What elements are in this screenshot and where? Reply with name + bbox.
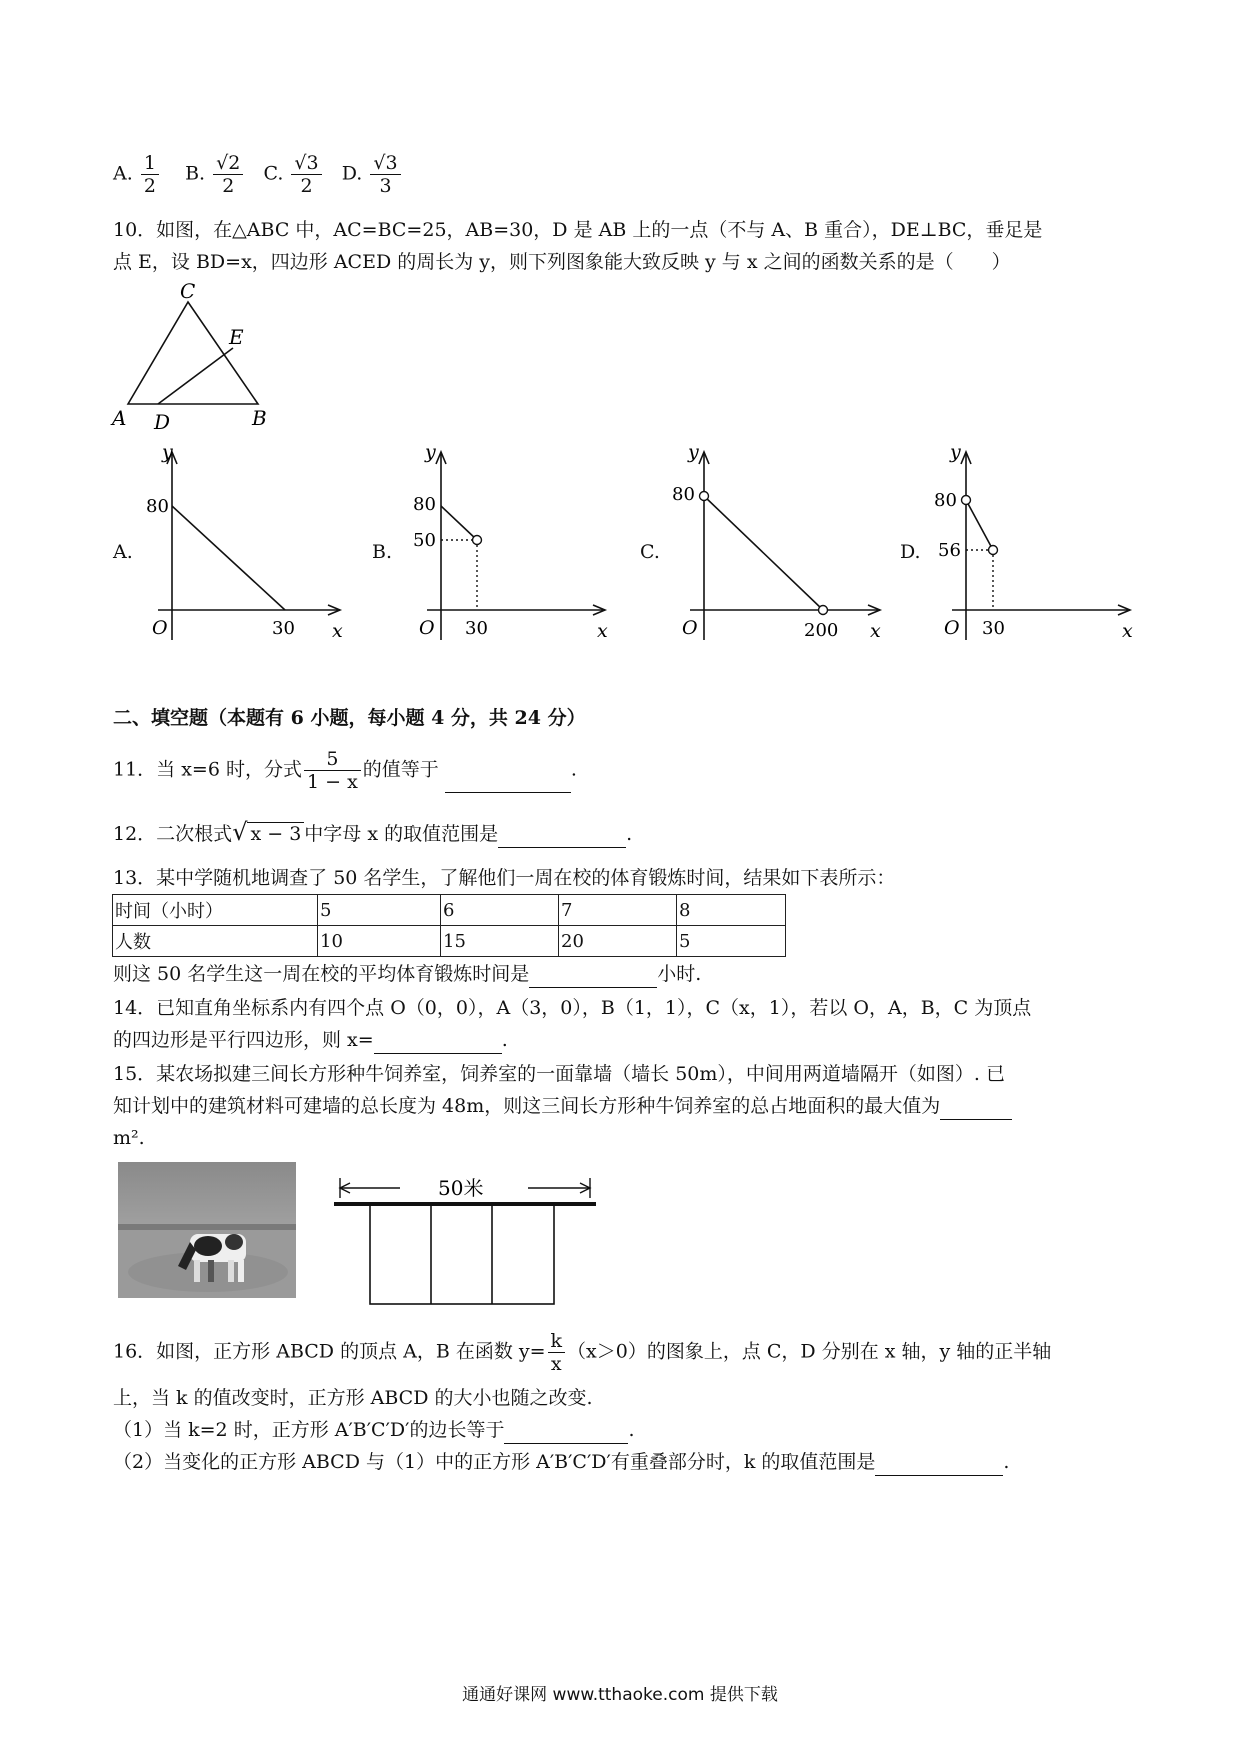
q13-after xyxy=(113,960,701,988)
q9-option-b-fraction: $\frac{√2}{2}$ xyxy=(213,152,243,197)
table-row xyxy=(113,926,786,957)
q12-radicand: x − 3 xyxy=(247,822,304,845)
triangle-label-b: B xyxy=(252,406,267,430)
q14-line1: 14．已知直角坐标系内有四个点 O（0，0），A（3，0），B（1，1），C（x，1），若以 O，A，B，C 为顶点 xyxy=(113,997,1032,1019)
graph-d-y-label: y xyxy=(950,441,961,463)
table-cell: 6 xyxy=(441,895,559,926)
graph-b-y-tick-top: 80 xyxy=(413,494,436,515)
graph-b-y-tick: 50 xyxy=(413,530,436,551)
table-cell: 5 xyxy=(677,926,786,957)
q15-answer-blank[interactable] xyxy=(940,1099,1012,1120)
q11-suffix: 的值等于 xyxy=(362,758,439,781)
q11-end: . xyxy=(570,758,577,781)
q16-sub1-text: （1）当 k=2 时，正方形 A′B′C′D′的边长等于 xyxy=(113,1419,505,1441)
q14-line2-text: 的四边形是平行四边形，则 x= xyxy=(113,1029,374,1051)
q16-sub2 xyxy=(113,1448,1009,1476)
q16-sub1-end: . xyxy=(628,1419,635,1441)
graph-c-x-tick: 200 xyxy=(804,620,839,641)
q9-option-d-fraction: $\frac{√3}{3}$ xyxy=(370,152,400,197)
cow-photo xyxy=(118,1162,296,1298)
triangle-figure xyxy=(108,282,278,432)
graph-a-y-tick: 80 xyxy=(146,496,169,517)
triangle-label-d: D xyxy=(154,410,171,432)
graph-d-origin: O xyxy=(944,617,960,639)
q9-options xyxy=(113,152,403,197)
triangle-label-e: E xyxy=(229,325,244,349)
q11 xyxy=(113,748,577,793)
q12-suffix: 中字母 x 的取值范围是 xyxy=(304,823,499,845)
graph-a-option-label: A. xyxy=(113,541,133,563)
q16-sub1-answer-blank[interactable] xyxy=(504,1423,628,1444)
q16-line1-prefix: 16．如图，正方形 ABCD 的顶点 A，B 在函数 y= xyxy=(113,1340,546,1363)
q9-option-b-label: B. xyxy=(185,162,206,185)
q16-sub2-text: （2）当变化的正方形 ABCD 与（1）中的正方形 A′B′C′D′有重叠部分时，k 的取值范围是 xyxy=(113,1451,876,1473)
q10-line2: 点 E，设 BD=x，四边形 ACED 的周长为 y，则下列图象能大致反映 y 与 x 之间的函数关系的是（ ） xyxy=(113,251,1011,273)
graph-b xyxy=(405,440,615,650)
q15-line2 xyxy=(113,1092,1012,1120)
table-cell: 7 xyxy=(559,895,677,926)
q13-table xyxy=(112,894,786,957)
graph-d-x-tick: 30 xyxy=(982,618,1005,639)
graph-c xyxy=(668,440,888,650)
q16-fraction: $\frac{k}{x}$ xyxy=(548,1330,566,1375)
q12 xyxy=(113,818,632,848)
graph-b-origin: O xyxy=(419,617,435,639)
q13-intro: 13．某中学随机地调查了 50 名学生，了解他们一周在校的体育锻炼时间，结果如下表所示： xyxy=(113,867,896,889)
graph-b-x-tick: 30 xyxy=(465,618,488,639)
q12-answer-blank[interactable] xyxy=(498,827,626,848)
graph-d-x-label: x xyxy=(1122,620,1133,642)
q15-line3: m². xyxy=(113,1127,145,1149)
graph-c-origin: O xyxy=(682,617,698,639)
section-2-title: 二、填空题（本题有 6 小题，每小题 4 分，共 24 分） xyxy=(113,707,586,729)
table-cell: 5 xyxy=(318,895,441,926)
q9-option-c-fraction: $\frac{√3}{2}$ xyxy=(291,152,321,197)
q16-sub2-answer-blank[interactable] xyxy=(875,1455,1003,1476)
triangle-label-c: C xyxy=(180,282,196,303)
graph-a xyxy=(140,440,350,650)
q11-answer-blank[interactable] xyxy=(445,772,571,793)
graph-a-origin: O xyxy=(152,617,168,639)
q11-fraction: $\frac{5}{1 - x}$ xyxy=(304,748,361,793)
q16-line1-suffix: （x＞0）的图象上，点 C，D 分别在 x 轴，y 轴的正半轴 xyxy=(567,1340,1052,1363)
q12-end: . xyxy=(626,823,633,845)
q16-line1 xyxy=(113,1330,1051,1375)
q15-line1: 15．某农场拟建三间长方形种牛饲养室，饲养室的一面靠墙（墙长 50m），中间用两道墙隔开（如图）. 已 xyxy=(113,1063,1005,1085)
graph-b-option-label: B. xyxy=(372,541,393,563)
table-cell: 20 xyxy=(559,926,677,957)
table-cell: 15 xyxy=(441,926,559,957)
footer: 通通好课网 www.tthaoke.com 提供下载 xyxy=(462,1685,778,1705)
q16-sub2-end: . xyxy=(1003,1451,1010,1473)
pen-diagram xyxy=(330,1168,605,1310)
q11-prefix: 11．当 x=6 时，分式 xyxy=(113,758,302,781)
q10-line1: 10．如图，在△ABC 中，AC=BC=25，AB=30，D 是 AB 上的一点（不与 A、B 重合），DE⊥BC，垂足是 xyxy=(113,219,1043,241)
graph-c-y-tick: 80 xyxy=(672,484,695,505)
q15-line2-text: 知计划中的建筑材料可建墙的总长度为 48m，则这三间长方形种牛饲养室的总占地面积的最大值为 xyxy=(113,1095,941,1117)
q13-answer-blank[interactable] xyxy=(529,967,657,988)
q9-option-c-label: C. xyxy=(263,162,284,185)
q16-sub1 xyxy=(113,1416,635,1444)
pen-wall-length-label: 50米 xyxy=(438,1176,484,1200)
q9-option-a-label: A. xyxy=(113,162,133,185)
table-cell: 人数 xyxy=(113,926,318,957)
q13-after-text: 则这 50 名学生这一周在校的平均体育锻炼时间是 xyxy=(113,963,530,985)
q16-line2: 上，当 k 的值改变时，正方形 ABCD 的大小也随之改变. xyxy=(113,1387,593,1409)
graph-a-y-label: y xyxy=(162,441,173,463)
graph-c-y-label: y xyxy=(688,441,699,463)
table-cell: 10 xyxy=(318,926,441,957)
graph-d-option-label: D. xyxy=(900,541,921,563)
graph-a-x-label: x xyxy=(332,620,343,642)
q9-option-d-label: D. xyxy=(341,162,363,185)
graph-d-y-tick: 56 xyxy=(938,540,961,561)
graph-c-x-label: x xyxy=(870,620,881,642)
graph-d-y-tick-top: 80 xyxy=(934,490,957,511)
graph-b-y-label: y xyxy=(425,441,436,463)
q14-line2 xyxy=(113,1026,508,1054)
q12-prefix: 12．二次根式 xyxy=(113,823,233,845)
table-cell: 时间（小时） xyxy=(113,895,318,926)
q14-end: . xyxy=(501,1029,508,1051)
table-row xyxy=(113,895,786,926)
graph-b-x-label: x xyxy=(597,620,608,642)
radical-sign-icon: √ xyxy=(232,818,248,846)
table-cell: 8 xyxy=(677,895,786,926)
q14-answer-blank[interactable] xyxy=(374,1033,502,1054)
q9-option-a-fraction: $\frac{1}{2}$ xyxy=(141,152,159,197)
graph-d xyxy=(930,440,1140,650)
triangle-label-a: A xyxy=(112,406,127,430)
graph-c-option-label: C. xyxy=(640,541,660,563)
graph-a-x-tick: 30 xyxy=(272,618,295,639)
q13-unit: 小时. xyxy=(657,963,702,985)
